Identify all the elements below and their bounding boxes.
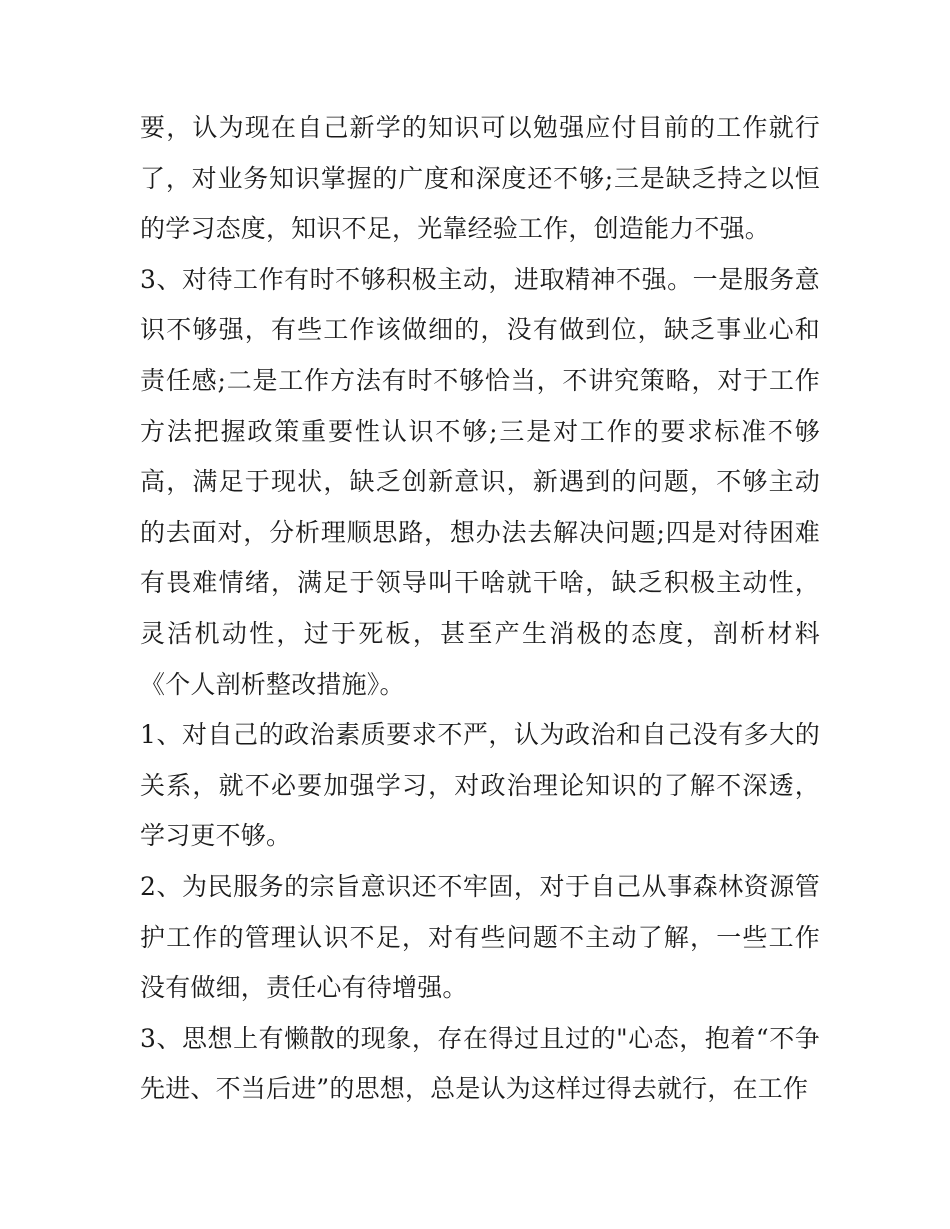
paragraph-ideological-laziness: 3、思想上有懒散的现象，存在得过且过的"心态，抱着“不争先进、不当后进”的思想，总是认为这样过得去就行，在工作 [140,1023,820,1104]
paragraph-service-awareness: 2、为民服务的宗旨意识还不牢固，对于自己从事森林资源管护工作的管理认识不足，对有些问题不主动了解，一些工作没有做细，责任心有待增强。 [140,871,820,1003]
document-body [140,103,820,1115]
paragraph-political-quality: 1、对自己的政治素质要求不严，认为政治和自己没有多大的关系，就不必要加强学习，对政治理论知识的了解不深透，学习更不够。 [140,720,820,851]
paragraph-work-initiative: 3、对待工作有时不够积极主动，进取精神不强。一是服务意识不够强，有些工作该做细的，没有做到位，缺乏事业心和责任感;二是工作方法有时不够恰当，不讲究策略，对于工作方法把握政策重要性认识不够;三是对工作的要求标准不够高，满足于现状，缺乏创新意识，新遇到的问题，不够主动的去面对，分析理顺思路，想办法去解决问题;四是对待困难有畏难情绪，满足于领导叫干啥就干啥，缺乏积极主动性，灵活机动性，过于死板，甚至产生消极的态度，剖析材料《个人剖析整改措施》。 [140,264,820,699]
paragraph-learning-attitude: 要，认为现在自己新学的知识可以勉强应付目前的工作就行了，对业务知识掌握的广度和深度还不够;三是缺乏持之以恒的学习态度，知识不足，光靠经验工作，创造能力不强。 [140,113,820,244]
